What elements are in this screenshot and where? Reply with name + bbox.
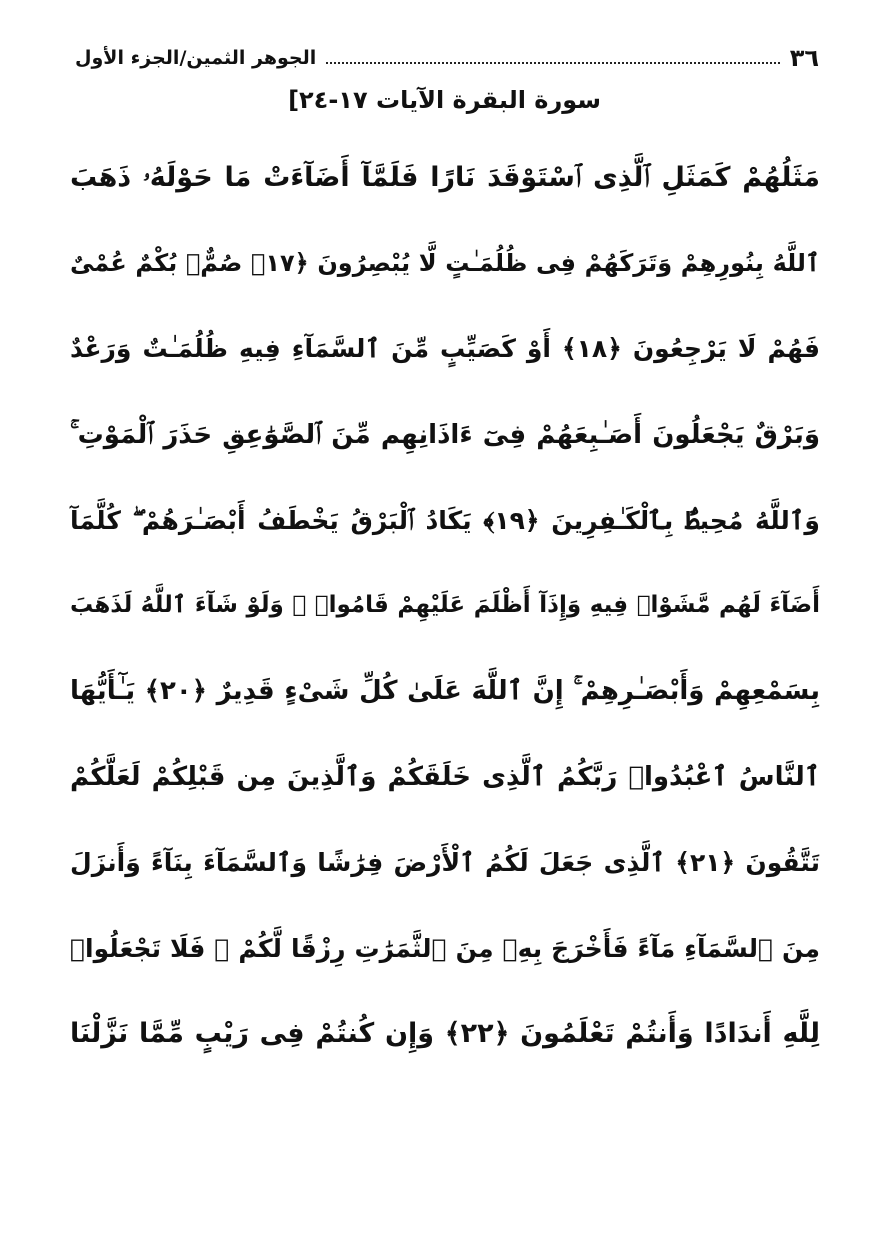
verse-line xyxy=(70,306,820,392)
verse-line xyxy=(70,991,820,1077)
verse-text-block xyxy=(70,135,820,1077)
verse-line xyxy=(70,221,820,307)
verse-line xyxy=(70,649,820,735)
surah-heading: سورة البقرة الآيات ١٧-٢٤] xyxy=(288,86,601,114)
verse-line xyxy=(70,563,820,649)
verse-line xyxy=(70,477,820,563)
page-number: ٣٦ xyxy=(789,44,819,72)
verse-line-text: ٱلنَّاسُ ٱعْبُدُوا۟ رَبَّكُمُ ٱلَّذِى خَلَقَكُمْ وَٱلَّذِينَ مِن قَبْلِكُمْ لَعَلَّكُمْ xyxy=(70,761,820,792)
verse-line-text: وَٱللَّهُ مُحِيطٌۢ بِٱلْكَـٰفِرِينَ ﴿١٩﴾ يَكَادُ ٱلْبَرْقُ يَخْطَفُ أَبْصَـٰرَهُمْ ۖ كُلَّمَآ xyxy=(70,505,820,535)
verse-line xyxy=(70,135,820,221)
verse-line xyxy=(70,905,820,991)
verse-line-text: أَضَآءَ لَهُم مَّشَوْا۟ فِيهِ وَإِذَآ أَظْلَمَ عَلَيْهِمْ قَامُوا۟ ۚ وَلَوْ شَآءَ ٱللَّهُ لَذَهَبَ xyxy=(70,592,820,619)
verse-line xyxy=(70,734,820,820)
verse-line-text: تَتَّقُونَ ﴿٢١﴾ ٱلَّذِى جَعَلَ لَكُمُ ٱلْأَرْضَ فِرَٰشًا وَٱلسَّمَآءَ بِنَآءً وَأَنزَلَ xyxy=(70,848,821,878)
running-header xyxy=(75,38,819,78)
verse-line-text: لِلَّهِ أَندَادًا وَأَنتُمْ تَعْلَمُونَ ﴿٢٢﴾ وَإِن كُنتُمْ فِى رَيْبٍ مِّمَّا نَزَّلْنَا xyxy=(70,1018,820,1050)
verse-line-text: فَهُمْ لَا يَرْجِعُونَ ﴿١٨﴾ أَوْ كَصَيِّبٍ مِّنَ ٱلسَّمَآءِ فِيهِ ظُلُمَـٰتٌ وَرَعْدٌ xyxy=(70,334,820,364)
verse-line xyxy=(70,392,820,478)
verse-line-text: بِسَمْعِهِمْ وَأَبْصَـٰرِهِمْ ۚ إِنَّ ٱللَّهَ عَلَىٰ كُلِّ شَىْءٍ قَدِيرٌ ﴿٢٠﴾ يَـٰٓأَيُّهَا xyxy=(70,676,820,707)
verse-line-text: مَثَلُهُمْ كَمَثَلِ ٱلَّذِى ٱسْتَوْقَدَ نَارًا فَلَمَّآ أَضَآءَتْ مَا حَوْلَهُۥ ذَهَبَ xyxy=(70,162,820,194)
book-title: الجوهر الثمين/الجزء الأول xyxy=(75,47,317,69)
verse-line-text: وَبَرْقٌ يَجْعَلُونَ أَصَـٰبِعَهُمْ فِىٓ ءَاذَانِهِم مِّنَ ٱلصَّوَٰعِقِ حَذَرَ ٱلْمَوْتِ ۚ xyxy=(70,419,820,450)
verse-line-text: ٱللَّهُ بِنُورِهِمْ وَتَرَكَهُمْ فِى ظُلُمَـٰتٍ لَّا يُبْصِرُونَ ﴿١٧﴾ صُمٌّۢ بُكْمٌ عُمْىٌ xyxy=(70,249,820,278)
verse-line-text: مِنَ ٱلسَّمَآءِ مَآءً فَأَخْرَجَ بِهِۦ مِنَ ٱلثَّمَرَٰتِ رِزْقًا لَّكُمْ ۖ فَلَا تَجْعَلُوا۟ xyxy=(70,933,820,963)
verse-line xyxy=(70,820,820,906)
header-dot-leader xyxy=(326,62,779,64)
